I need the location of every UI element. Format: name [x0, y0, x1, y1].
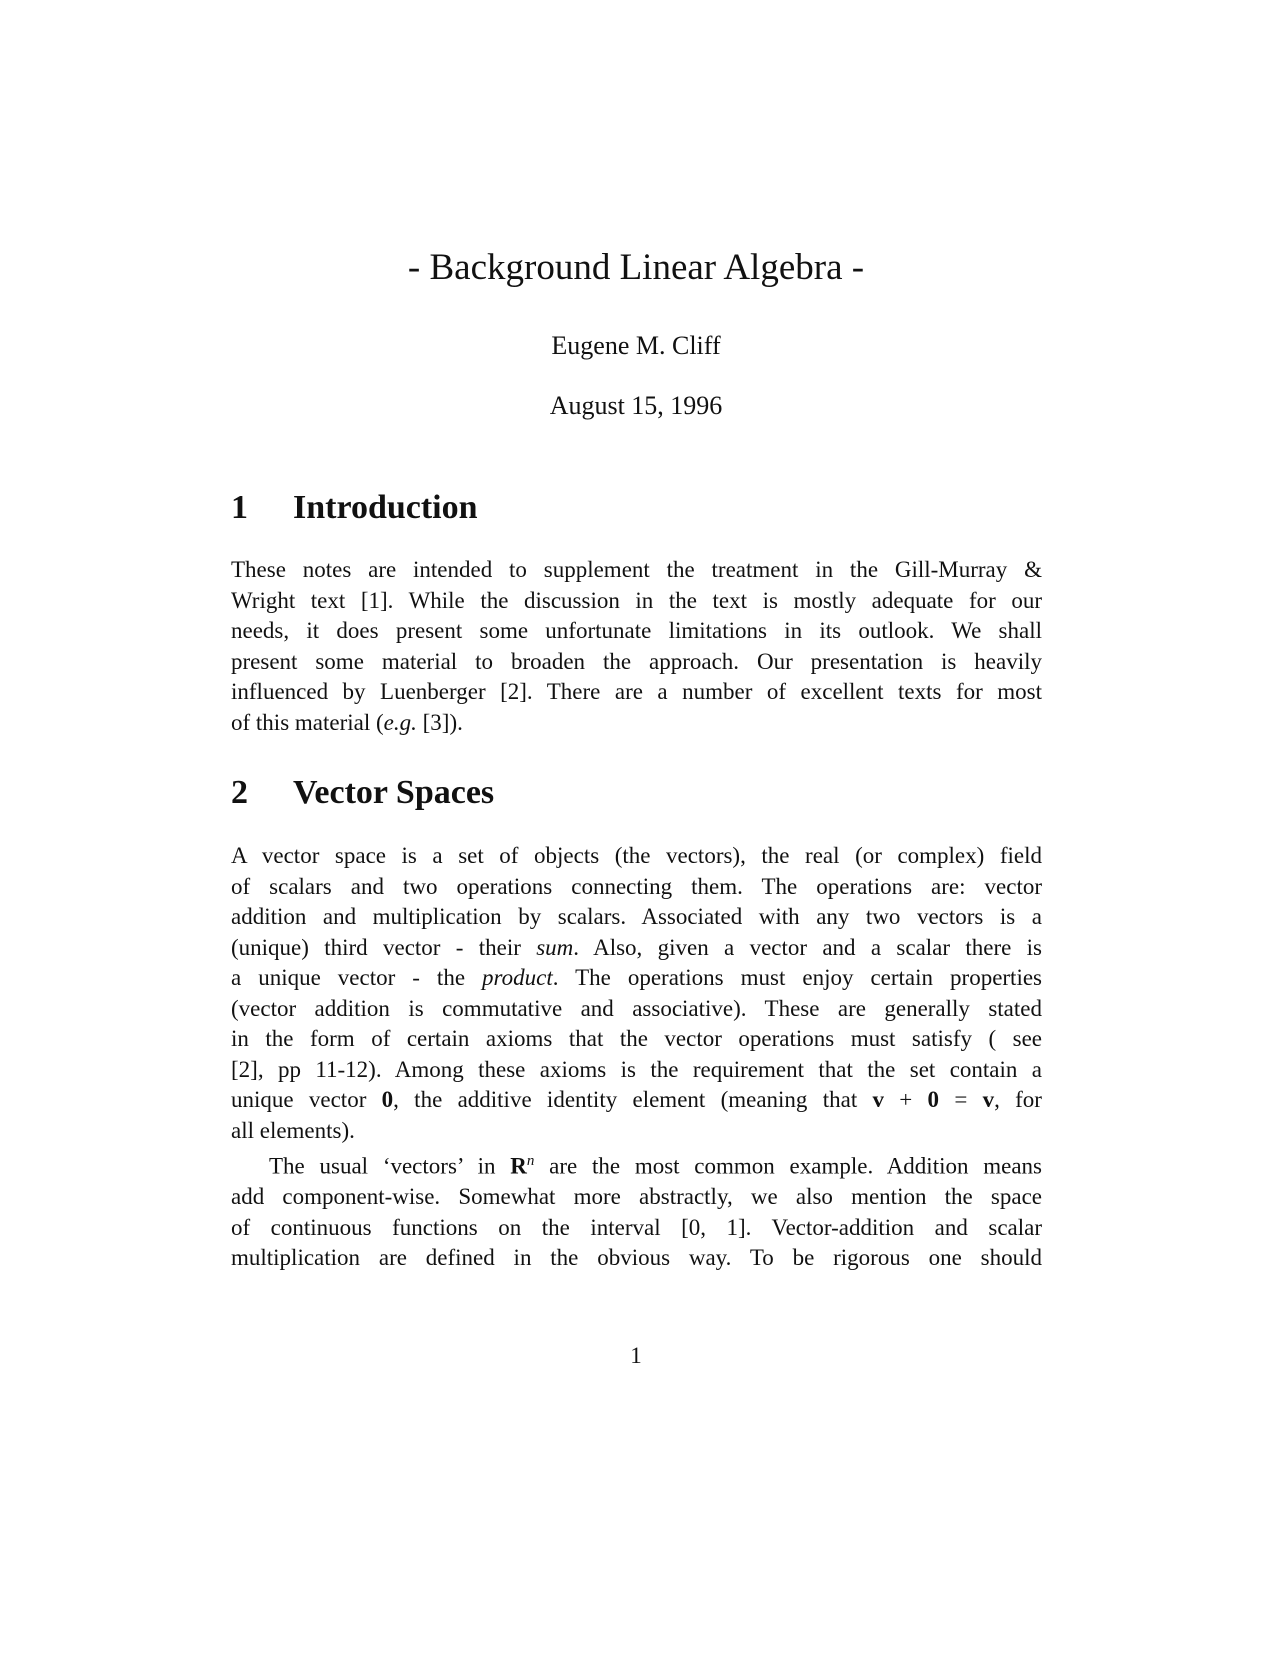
text-span: , the additive identity element (meaning that	[393, 1087, 873, 1112]
bold-vector-v: v	[872, 1087, 884, 1112]
paragraph-line: all elements).	[231, 1117, 355, 1143]
paragraph-line: influenced by Luenberger [2]. There are a number of excellent texts for most	[231, 679, 1042, 704]
text-span: unique vector	[231, 1087, 382, 1112]
paragraph-line: These notes are intended to supplement the treatment in the Gill-Murray &	[231, 557, 1042, 582]
math-operator: +	[884, 1087, 928, 1112]
document-date: August 15, 1996	[549, 391, 723, 420]
section-number: 1	[231, 489, 248, 526]
introduction-paragraph	[231, 555, 1042, 738]
paragraph-line: (vector addition is commutative and associative). These are generally stated	[231, 995, 1042, 1021]
section-title: Introduction	[293, 489, 478, 526]
text-span: of this material (	[231, 709, 384, 735]
paragraph-line: multiplication are defined in the obvious way. To be rigorous one should	[231, 1245, 1042, 1271]
text-span: . The operations must enjoy certain properties	[552, 965, 1042, 990]
italic-text: e.g.	[383, 709, 417, 735]
paragraph-line: [2], pp 11-12). Among these axioms is the requirement that the set contain a	[231, 1056, 1042, 1082]
paragraph-line	[231, 1146, 1042, 1182]
italic-text: product	[482, 965, 553, 990]
paragraph-line: present some material to broaden the approach. Our presentation is heavily	[231, 648, 1042, 674]
text-span: . Also, given a vector and a scalar there is	[573, 934, 1042, 960]
vector-spaces-paragraph-2	[231, 1146, 1042, 1274]
italic-text: sum	[536, 934, 574, 960]
paragraph-line	[231, 1085, 1042, 1116]
bold-vector-v: v	[982, 1087, 995, 1112]
paragraph-line: add component-wise. Somewhat more abstractly, we also mention the space	[231, 1184, 1042, 1210]
bold-zero-vector: 0	[927, 1087, 940, 1112]
paragraph-line: A vector space is a set of objects (the vectors), the real (or complex) field	[231, 843, 1042, 868]
text-span: , for	[994, 1087, 1042, 1112]
paragraph-line: of continuous functions on the interval [0, 1]. Vector-addition and scalar	[231, 1214, 1042, 1240]
paragraph-line	[231, 963, 1042, 994]
section-heading-introduction	[231, 488, 478, 528]
document-title: - Background Linear Algebra -	[407, 247, 865, 288]
section-number: 2	[231, 774, 248, 811]
text-span: The usual ‘vectors’ in	[269, 1153, 511, 1179]
superscript-n: n	[526, 1153, 535, 1169]
section-title: Vector Spaces	[293, 774, 495, 811]
paragraph-line	[231, 708, 1042, 739]
paragraph-line: needs, it does present some unfortunate limitations in its outlook. We shall	[231, 618, 1042, 643]
paragraph-line	[231, 933, 1042, 964]
paragraph-line: Wright text [1]. While the discussion in the text is mostly adequate for our	[231, 587, 1042, 613]
text-span: are the most common example. Addition means	[534, 1153, 1042, 1179]
page-number: 1	[630, 1343, 642, 1368]
paragraph-line: addition and multiplication by scalars. Associated with any two vectors is a	[231, 904, 1042, 929]
bold-real-space: R	[510, 1153, 527, 1179]
paragraph-line: in the form of certain axioms that the vector operations must satisfy ( see	[231, 1026, 1042, 1051]
text-span: a unique vector - the	[231, 965, 483, 990]
math-operator: =	[939, 1087, 983, 1112]
bold-zero-vector: 0	[381, 1087, 394, 1112]
vector-spaces-paragraph-1	[231, 841, 1042, 1146]
document-author: Eugene M. Cliff	[551, 331, 721, 360]
text-span: [3]).	[416, 709, 463, 735]
text-span: (unique) third vector - their	[231, 934, 537, 960]
section-heading-vector-spaces	[231, 773, 494, 813]
paragraph-line: of scalars and two operations connecting them. The operations are: vector	[231, 873, 1042, 899]
